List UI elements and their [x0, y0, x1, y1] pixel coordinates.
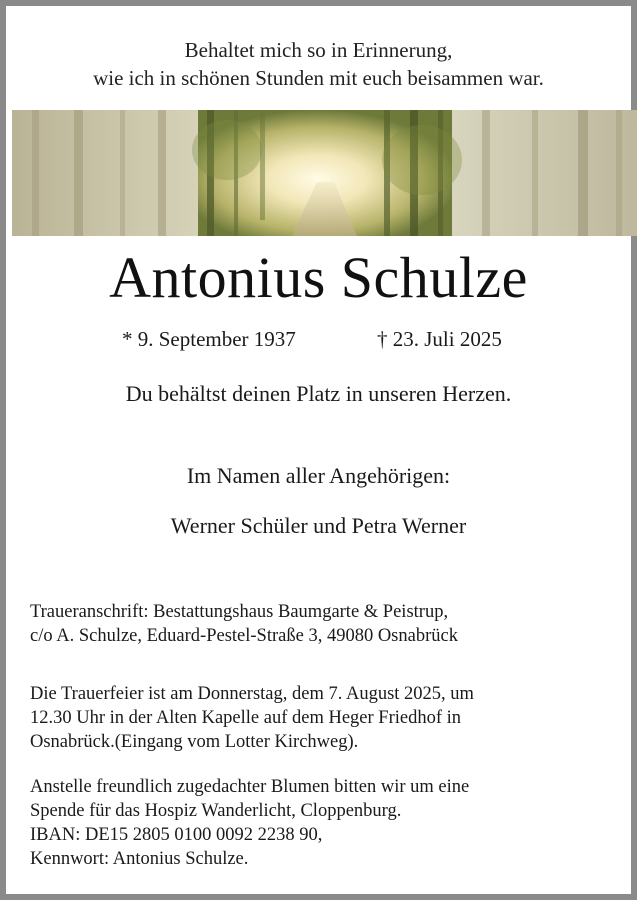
ceremony-line-3: Osnabrück.(Eingang vom Lotter Kirchweg).	[30, 732, 359, 752]
donation-line-3: IBAN: DE15 2805 0100 0092 2238 90,	[30, 825, 323, 845]
mourners-intro: Im Namen aller Angehörigen:	[186, 463, 451, 488]
deceased-name: Antonius Schulze	[109, 245, 528, 310]
birth-date: * 9. September 1937	[122, 327, 296, 351]
ceremony-line-2: 12.30 Uhr in der Alten Kapelle auf dem Heger Friedhof in	[30, 708, 462, 728]
donation-line-2: Spende für das Hospiz Wanderlicht, Cloppenburg.	[30, 801, 402, 821]
motto-verse	[12, 36, 625, 92]
motto-line-2: wie ich in schönen Stunden mit euch beisammen war.	[93, 66, 544, 90]
donation-line-1: Anstelle freundlich zugedachter Blumen bitten wir um eine	[30, 777, 470, 797]
donation-info	[30, 775, 611, 871]
forest-path-image	[12, 110, 637, 236]
ceremony-info	[30, 682, 611, 754]
death-date: † 23. Juli 2025	[377, 327, 502, 351]
motto-line-1: Behaltet mich so in Erinnerung,	[184, 38, 453, 62]
address-line-1: Traueranschrift: Bestattungshaus Baumgarte & Peistrup,	[30, 602, 449, 622]
address-line-2: c/o A. Schulze, Eduard-Pestel-Straße 3, 49080 Osnabrück	[30, 626, 458, 646]
farewell-line: Du behältst deinen Platz in unseren Herzen.	[125, 381, 512, 406]
donation-line-4: Kennwort: Antonius Schulze.	[30, 849, 249, 869]
ceremony-line-1: Die Trauerfeier ist am Donnerstag, dem 7. August 2025, um	[30, 684, 474, 704]
mourning-address	[30, 600, 611, 648]
mourners-names: Werner Schüler und Petra Werner	[170, 513, 467, 538]
